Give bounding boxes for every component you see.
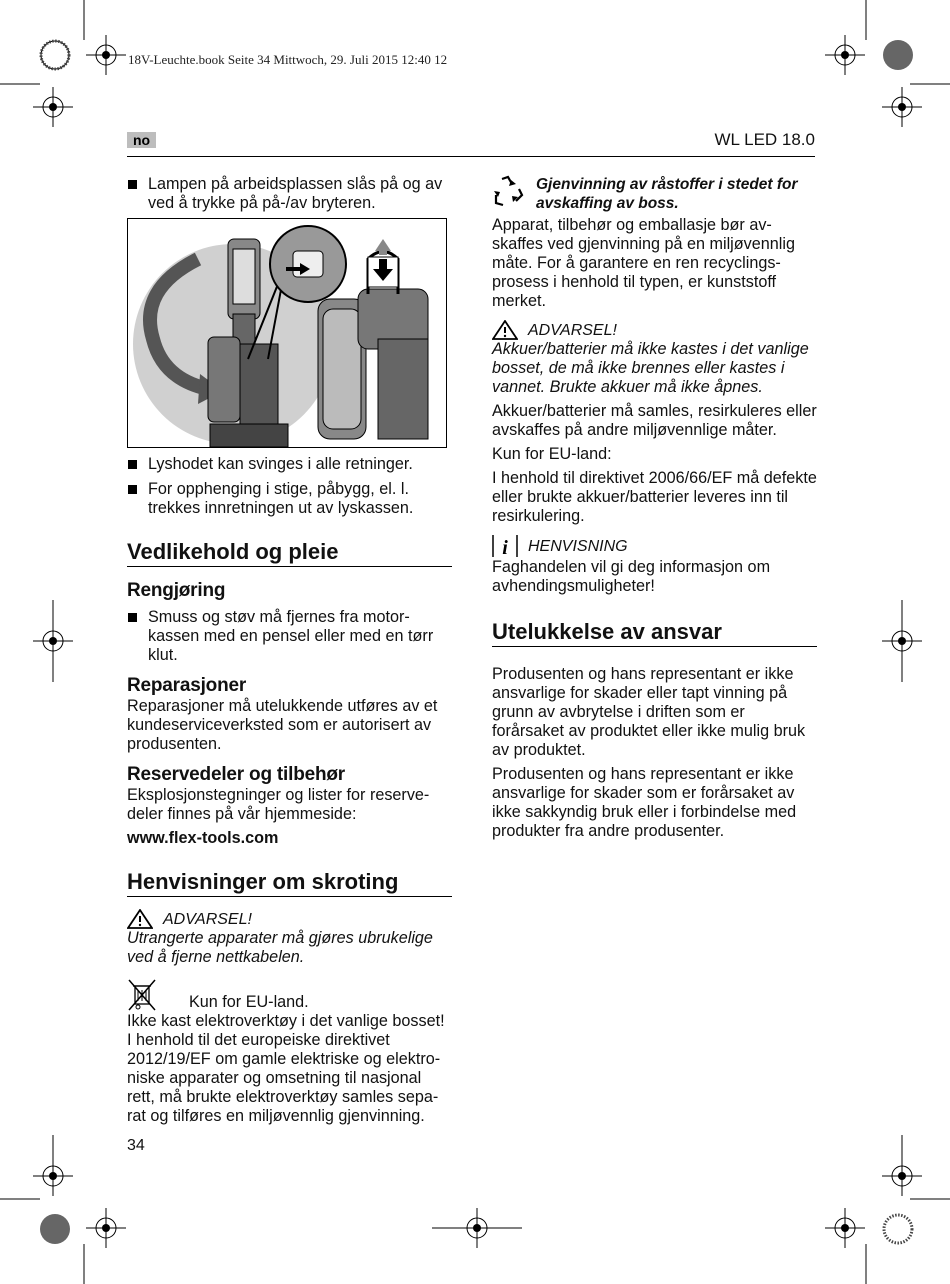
heading-disposal: Henvisninger om skroting (127, 869, 452, 897)
battery-directive-text: I henhold til direktivet 2006/66/EF må defekte eller brukte akkuer/batterier leveres inn til resirkulering. (492, 469, 817, 525)
header-rule (127, 156, 815, 157)
repairs-text: Reparasjoner må utelukkende utføres av et kundeserviceverksted som er autorisert av produsenten. (127, 697, 438, 753)
list-item (127, 608, 452, 665)
bullet-square-icon (128, 485, 137, 494)
eu-only-text: Kun for EU-land: (492, 445, 612, 463)
heading-liability: Utelukkelse av ansvar (492, 619, 817, 647)
bullet-square-icon (128, 613, 137, 622)
lamp-illustration (127, 218, 447, 448)
recycling-icon (492, 175, 524, 207)
eu-disposal-row (127, 978, 452, 1012)
heading-cleaning: Rengjøring (127, 580, 226, 601)
crossed-bin-icon (127, 978, 157, 1012)
warning-triangle-icon (492, 320, 518, 340)
battery-collect-text: Akkuer/batterier må samles, resirkuleres eller avskaffes på andre miljøvennlige måter. (492, 402, 817, 439)
recycling-heading (492, 175, 817, 213)
bullet-square-icon (128, 180, 137, 189)
left-column (127, 455, 452, 1131)
warning-heading (127, 909, 452, 929)
bullet-text: Lampen på arbeidsplassen slås på og av ved å trykke på på-/av bryteren. (148, 175, 443, 212)
svg-text:i: i (502, 537, 508, 558)
bullet-text: For opphenging i stige, påbygg, el. l. trekkes innretningen ut av lyskassen. (148, 480, 414, 517)
disposal-text-1: Ikke kast elektroverktøy i det vanlige bosset! (127, 1012, 445, 1030)
heading-spare-parts: Reservedeler og tilbehør (127, 764, 345, 785)
language-badge: no (127, 132, 156, 148)
website-link[interactable]: www.flex-tools.com (127, 829, 279, 847)
battery-warning-text: Akkuer/batterier må ikke kastes i det vanlige bosset, de må ikke brennes eller kastes i vannet. Brukte akkuer må ikke åpnes. (492, 340, 809, 396)
note-heading (492, 534, 817, 558)
liability-text-2: Produsenten og hans representant er ikke ansvarlige for skader som er forårsaket av ikke sakkyndig bruk eller i forbindelse med produkter fra andre produsenter. (492, 765, 797, 840)
page-number: 34 (127, 1137, 145, 1154)
left-top-block (127, 175, 452, 219)
note-label: HENVISNING (528, 537, 628, 555)
list-item (127, 175, 452, 213)
disposal-text-2: I henhold til det europeiske direktivet 2012/19/EF om gamle elektriske og elektro-niske apparater og omsetning til nasjonal rett, må brukte elektroverktøy samles sepa-rat og tilføres en miljøvennlig gjenvinning. (127, 1031, 441, 1125)
warning-heading-battery (492, 320, 817, 340)
warning-label: ADVARSEL! (528, 321, 617, 339)
bullet-square-icon (128, 460, 137, 469)
info-icon (492, 534, 518, 558)
recycling-title: Gjenvinning av råstoffer i stedet for avskaffing av boss. (536, 176, 798, 212)
warning-text: Utrangerte apparater må gjøres ubrukelige ved å fjerne nettkabelen. (127, 929, 433, 966)
bullet-text: Lyshodet kan svinges i alle retninger. (148, 455, 413, 473)
lamp-drawing (128, 219, 446, 447)
spare-parts-text: Eksplosjonstegninger og lister for reserve-deler finnes på vår hjemmeside: (127, 786, 430, 823)
warning-triangle-icon (127, 909, 153, 929)
list-item (127, 480, 452, 518)
bullet-text: Smuss og støv må fjernes fra motor-kassen med en pensel eller med en tørr klut. (148, 608, 434, 664)
warning-label: ADVARSEL! (163, 910, 252, 928)
heading-maintenance: Vedlikehold og pleie (127, 539, 452, 567)
recycling-text: Apparat, tilbehør og emballasje bør av-skaffes ved gjenvinning på en miljøvennlig måte. For å garantere en ren recyclings-prosess i henhold til typen, er kunststoff merket. (492, 216, 795, 310)
list-item (127, 455, 452, 474)
heading-repairs: Reparasjoner (127, 675, 247, 696)
note-text: Faghandelen vil gi deg informasjon om avhendingsmuligheter! (492, 558, 771, 595)
right-column (492, 175, 817, 846)
liability-text-1: Produsenten og hans representant er ikke ansvarlige for skader eller tapt vinning på grunn av avbrytelse i driften som er forårsaket av produktet eller ikke mulig bruk av produktet. (492, 665, 806, 759)
eu-only-text: Kun for EU-land. (189, 993, 309, 1011)
model-name: WL LED 18.0 (714, 130, 815, 149)
print-header: 18V-Leuchte.book Seite 34 Mittwoch, 29. Juli 2015 12:40 12 (128, 52, 448, 67)
